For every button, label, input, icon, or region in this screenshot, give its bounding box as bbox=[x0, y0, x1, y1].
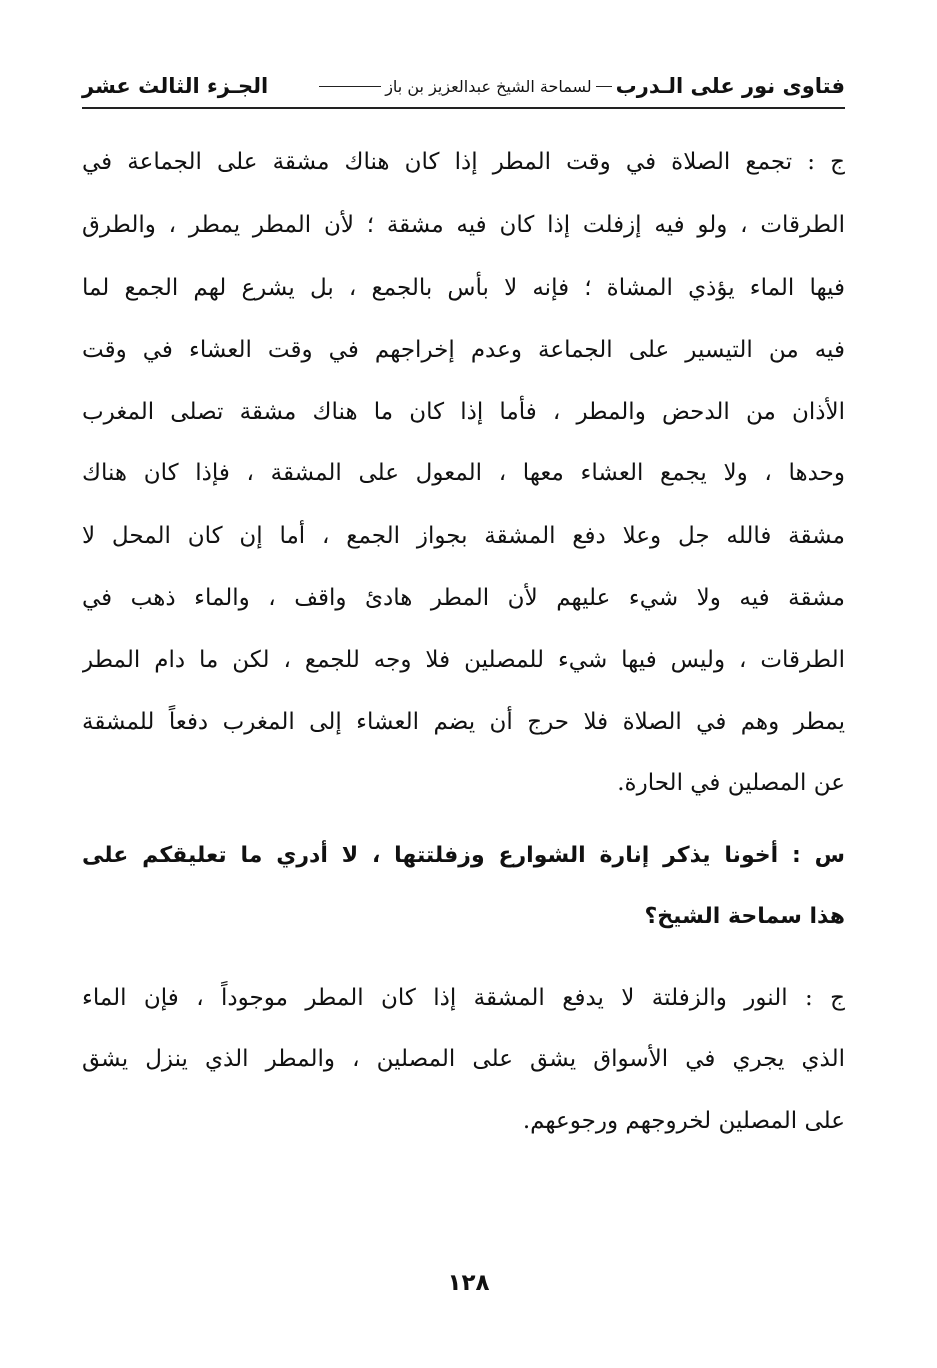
header-title-group bbox=[315, 74, 845, 98]
question-line: س : أخونا يذكر إنارة الشوارع وزفلتتها ، لا أدري ما تعليقكم على bbox=[82, 843, 845, 868]
answer-2-line: ج : النور والزفلتة لا يدفع المشقة إذا كان المطر موجوداً ، فإن الماء bbox=[82, 985, 845, 1011]
answer-1-line: مشقة فالله جل وعلا دفع المشقة بجواز الجمع ، أما إن كان المحل لا bbox=[82, 523, 845, 549]
answer-1-line: يمطر وهم في الصلاة فلا حرج أن يضم العشاء إلى المغرب دفعاً للمشقة bbox=[82, 709, 845, 735]
answer-1-line: وحدها ، ولا يجمع العشاء معها ، المعول على المشقة ، فإذا كان هناك bbox=[82, 460, 845, 486]
answer-1-line: فيها الماء يؤذي المشاة ؛ فإنه لا بأس بالجمع ، بل يشرع لهم الجمع لما bbox=[82, 275, 845, 301]
answer-1-line: عن المصلين في الحارة. bbox=[617, 770, 845, 796]
answer-1-line: الطرقات ، ولو فيه إزفلت إذا كان فيه مشقة ؛ لأن المطر يمطر ، والطرق bbox=[82, 212, 845, 238]
answer-1-line: الطرقات ، وليس فيها شيء للمصلين فلا وجه للجمع ، لكن ما دام المطر bbox=[82, 647, 845, 673]
answer-1-line: ج : تجمع الصلاة في وقت المطر إذا كان هناك مشقة على الجماعة في bbox=[82, 149, 845, 175]
answer-1-line: فيه من التيسير على الجماعة وعدم إخراجهم في وقت العشاء في وقت bbox=[82, 337, 845, 363]
header-separator bbox=[319, 86, 381, 87]
answer-2-line: على المصلين لخروجهم ورجوعهم. bbox=[522, 1108, 845, 1134]
header-separator bbox=[596, 86, 612, 87]
volume-label: الجـزء الثالث عشر bbox=[82, 74, 269, 98]
book-title: فتاوى نور على الـدرب bbox=[615, 74, 845, 98]
running-header bbox=[82, 66, 845, 106]
answer-1-line: الأذان من الدحض والمطر ، فأما إذا كان ما هناك مشقة تصلى المغرب bbox=[82, 399, 845, 425]
page-number: ١٢٨ bbox=[447, 1270, 490, 1296]
header-rule bbox=[82, 107, 845, 109]
author-name: لسماحة الشيخ عبدالعزيز بن باز bbox=[385, 76, 592, 96]
answer-2-line: الذي يجري في الأسواق يشق على المصلين ، والمطر الذي ينزل يشق bbox=[82, 1046, 845, 1072]
question-line: هذا سماحة الشيخ؟ bbox=[644, 904, 845, 929]
answer-1-line: مشقة فيه ولا شيء عليهم لأن المطر هادئ واقف ، والماء ذهب في bbox=[82, 585, 845, 611]
